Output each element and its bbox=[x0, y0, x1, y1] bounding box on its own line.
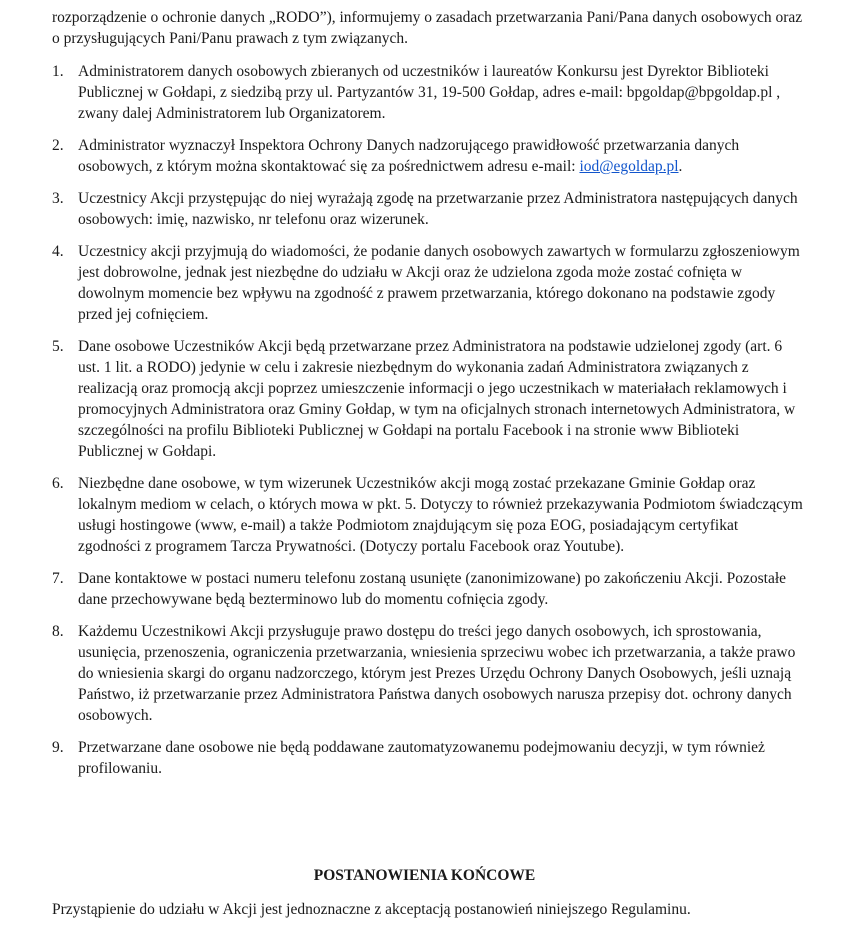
list-item-number: 4. bbox=[52, 243, 64, 260]
list-item-number: 2. bbox=[52, 137, 64, 154]
iod-email-link[interactable]: iod@egoldap.pl bbox=[579, 158, 679, 175]
list-item-number: 5. bbox=[52, 338, 64, 355]
list-item-number: 6. bbox=[52, 475, 64, 492]
list-item-number: 9. bbox=[52, 739, 64, 756]
list-item-text-after-email: . bbox=[678, 158, 683, 175]
list-item-text: Administratorem danych osobowych zbieranych od uczestników i laureatów Konkursu jest Dyrektor Biblioteki Publicznej w Gołdapi, z siedzibą przy ul. Partyzantów 31, 19-500 Gołdap, adres e-mail: bpgoldap@bpgoldap.pl , zwany dalej Administratorem lub Organizatorem. bbox=[78, 63, 781, 122]
list-item bbox=[0, 336, 849, 462]
list-item bbox=[0, 737, 849, 779]
list-item-number: 8. bbox=[52, 623, 64, 640]
list-item-text-before-email: Administrator wyznaczył Inspektora Ochrony Danych nadzorującego prawidłowość przetwarzania danych osobowych, z którym można skontaktować się za pośrednictwem adresu e-mail: bbox=[78, 137, 740, 175]
list-item bbox=[0, 473, 849, 557]
list-item-text: Przetwarzane dane osobowe nie będą poddawane zautomatyzowanemu podejmowaniu decyzji, w tym również profilowaniu. bbox=[78, 739, 765, 777]
list-item-text: Niezbędne dane osobowe, w tym wizerunek Uczestników akcji mogą zostać przekazane Gminie Gołdap oraz lokalnym mediom w celach, o których mowa w pkt. 5. Dotyczy to również przekazywania Podmiotom świadczącym usługi hostingowe (www, e-mail) a także Podmiotom znajdującym się poza EOG, posiadającym certyfikat zgodności z programem Tarcza Prywatności. (Dotyczy portalu Facebook oraz Youtube). bbox=[78, 475, 803, 555]
list-item-text: Dane kontaktowe w postaci numeru telefonu zostaną usunięte (zanonimizowane) po zakończeniu Akcji. Pozostałe dane przechowywane będą bezterminowo lub do momentu cofnięcia zgody. bbox=[78, 570, 787, 608]
section-heading: POSTANOWIENIA KOŃCOWE bbox=[313, 867, 536, 884]
list-item-text: Dane osobowe Uczestników Akcji będą przetwarzane przez Administratora na podstawie udzielonej zgody (art. 6 ust. 1 lit. a RODO) jedynie w celu i zakresie niezbędnym do wykonania zadań Administratora związanych z realizacją oraz promocją akcji poprzez umieszczenie informacji o jego uczestnikach w materiałach reklamowych i promocyjnych Administratora oraz Gminy Gołdap, w tym na oficjalnych stronach internetowych Administratora, w szczególności na profilu Biblioteki Publicznej w Gołdapi na portalu Facebook i na stronie www Biblioteki Publicznej w Gołdapi. bbox=[78, 338, 796, 460]
list-item-text bbox=[78, 135, 803, 177]
gdpr-clause-list bbox=[0, 61, 849, 790]
list-item bbox=[0, 568, 849, 610]
list-item bbox=[0, 135, 849, 177]
list-item bbox=[0, 241, 849, 325]
list-item-text: Każdemu Uczestnikowi Akcji przysługuje prawo dostępu do treści jego danych osobowych, ich sprostowania, usunięcia, przenoszenia, ograniczenia przetwarzania, wniesienia sprzeciwu wobec ich przetwarzania, a także prawo do wniesienia skargi do organu nadzorczego, którym jest Prezes Urzędu Ochrony Danych Osobowych, jeśli uznają Państwo, iż przetwarzanie przez Administratora Państwa danych osobowych narusza przepisy dot. ochrony danych osobowych. bbox=[78, 623, 796, 724]
list-item-text: Uczestnicy akcji przyjmują do wiadomości, że podanie danych osobowych zawartych w formularzu zgłoszeniowym jest dobrowolne, jednak jest niezbędne do udziału w Akcji oraz że udzielona zgoda może zostać cofnięta w dowolnym momencie bez wpływu na zgodność z prawem przetwarzania, którego dokonano na podstawie zgody przed jej cofnięciem. bbox=[78, 243, 800, 323]
list-item bbox=[0, 621, 849, 726]
intro-paragraph: rozporządzenie o ochronie danych „RODO”), informujemy o zasadach przetwarzania Pani/Pana danych osobowych oraz o przysługujących Pani/Panu prawach z tym związanych. bbox=[52, 9, 803, 47]
list-item bbox=[0, 61, 849, 124]
list-item-number: 3. bbox=[52, 190, 64, 207]
list-item-text: Uczestnicy Akcji przystępując do niej wyrażają zgodę na przetwarzanie przez Administratora następujących danych osobowych: imię, nazwisko, nr telefonu oraz wizerunek. bbox=[78, 190, 798, 228]
closing-paragraph: Przystąpienie do udziału w Akcji jest jednoznaczne z akceptacją postanowień niniejszego Regulaminu. bbox=[52, 901, 691, 918]
list-item bbox=[0, 188, 849, 230]
list-item-number: 7. bbox=[52, 570, 64, 587]
list-item-number: 1. bbox=[52, 63, 64, 80]
